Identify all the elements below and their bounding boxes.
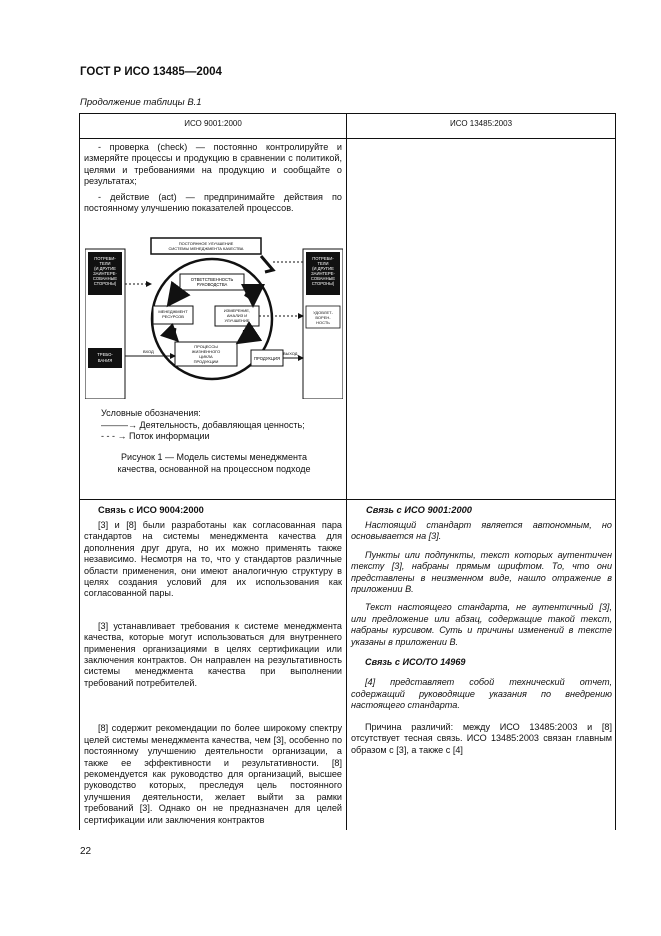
satisfaction-label: УДОВЛЕТ-ВОРЕН-НОСТЬ [313,310,333,325]
check-paragraph: - проверка (check) — постоянно контролируйте и измеряйте процессы и продукцию в сравнении с политикой, целями и требованиями на продукцию и сообщайте о результатах; [84,142,342,187]
responsibility-label: ОТВЕТСТВЕННОСТЬ РУКОВОДСТВА [190,277,234,287]
left-section-body [84,520,342,826]
improvement-arrow [261,256,273,272]
header-separator [79,138,616,139]
right-paragraph-5: Причина различий: между ИСО 13485:2003 и [8] отсутствует тесная связь. ИСО 13485:2003 связан главным образом с [3], а также с [4] [351,721,612,755]
cycle-arrow-3 [239,330,245,342]
document-title: ГОСТ Р ИСО 13485—2004 [80,66,222,78]
right-paragraph-2: Пункты или подпункты, текст которых аутентичен тексту [3], набраны прямым шрифтом. То, что они представлены в неизменном виде, нашло отражение в приложении В. [351,549,612,595]
improvement-label: ПОСТОЯННОЕ УЛУЧШЕНИЕ СИСТЕМЫ МЕНЕДЖМЕНТА КАЧЕСТВА [168,241,244,251]
right-section-body [351,520,612,756]
right-section-title: Связь с ИСО 9001:2000 [366,505,472,515]
right-section2-title: Связь с ИСО/ТО 14969 [365,657,466,668]
legend-title: Условные обозначения: [101,408,201,418]
legend-activity: ———→ Деятельность, добавляющая ценность; [101,419,305,430]
measurement-label: ИЗМЕРЕНИЕ, АНАЛИЗ И УЛУЧШЕНИЕ [223,308,251,323]
table-continuation-label: Продолжение таблицы В.1 [80,97,202,108]
cycle-arrow-2 [245,294,253,304]
right-paragraph-4: [4] представляет собой технический отчет, содержащий руководящие указания по внедрению настоящего стандарта. [351,677,612,711]
process-model-diagram [85,234,343,399]
right-paragraph-3: Текст настоящего стандарта, не аутентичный [3], или предложение или абзац, содержащие такой текст, набраны курсивом. Суть и причины изменений в тексте указаны в приложении В. [351,602,612,647]
resource-label: МЕНЕДЖМЕНТ РЕСУРСОВ [158,309,188,319]
legend-info-flow: - - - → Поток информации [101,431,210,442]
left-top-text [84,142,342,214]
diagram-legend [101,408,305,443]
left-paragraph-3: [8] содержит рекомендации по более широкому спектру целей системы менеджмента качества, чем [3], особенно по постоянному улучшению деятельности организации, а также ее эффективности и результативности. [8] рекомендуется как руководство для организаций, высшее руководство которых, преследуя цель постоянного улучшения деятельности, желает выйти за рамки требований [3]. Однако он не предназначен для целей сертификации или заключения контрактов [84,723,342,825]
output-label: ВЫХОД [283,351,298,356]
right-consumers-label: ПОТРЕБИ-ТЕЛИ (И ДРУГИЕ ЗАИНТЕРЕ-СОВАННЫЕ СТОРОНЫ) [310,256,336,286]
column-header-iso9001: ИСО 9001:2000 [184,119,242,128]
left-paragraph-1: [3] и [8] были разработаны как согласованная пара стандартов на системы менеджмента качества для дополнения друг друга, но их можно применять также независимо. Несмотря на то, что у стандартов различные области применения, они имеют аналогичную структуру в целях создания условий для их использования как согласованной пары. [84,520,342,599]
cycle-arrow-4 [174,328,177,340]
left-paragraph-2: [3] устанавливает требования к системе менеджмента качества, которые могут использоваться для внутреннего применения организациями в целях сертификации или заключения контрактов. Он направлен на результативность системы менеджмента качества при выполнении требований потребителей. [84,620,342,688]
page-number: 22 [80,846,92,857]
right-paragraph-1: Настоящий стандарт является автономным, но основывается на [3]. [351,520,612,542]
cycle-arrow-1 [169,296,185,304]
requirements-label: ТРЕБО-ВАНИЯ [97,352,113,363]
input-label: ВХОД [143,349,154,354]
act-paragraph: - действие (act) — предпринимайте действия по постоянному улучшению показателей процессов. [84,191,342,214]
left-consumers-label: ПОТРЕБИ-ТЕЛИ (И ДРУГИЕ ЗАИНТЕРЕ-СОВАННЫЕ СТОРОНЫ) [92,256,118,286]
figure-caption: Рисунок 1 — Модель системы менеджмента качества, основанной на процессном подходе [117,452,311,474]
table-column-divider [346,113,347,830]
table-top-border [79,113,616,114]
product-process-label: ПРОЦЕССЫ ЖИЗНЕННОГО ЦИКЛА ПРОДУКЦИИ [191,344,221,364]
product-label: ПРОДУКЦИЯ [254,356,280,361]
column-header-iso13485: ИСО 13485:2003 [449,119,513,128]
left-section-title: Связь с ИСО 9004:2000 [98,505,204,515]
table-left-border [79,113,80,830]
table-right-border [615,113,616,830]
row-separator [79,499,616,500]
